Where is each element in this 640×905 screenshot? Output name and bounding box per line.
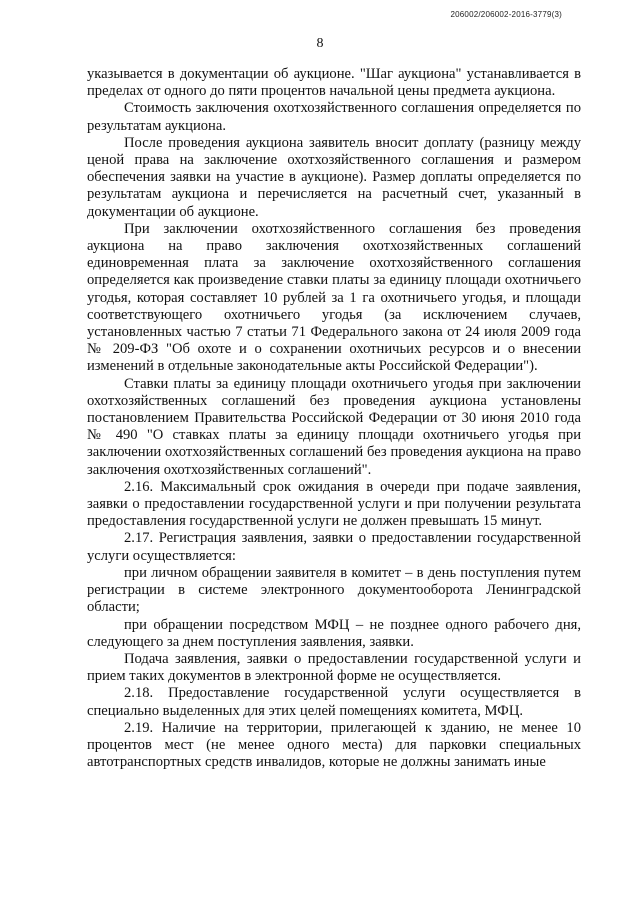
- paragraph: при личном обращении заявителя в комитет – в день поступления путем регистрации в системе электронного документооборота Ленинградской области;: [87, 564, 581, 616]
- paragraph: Ставки платы за единицу площади охотничьего угодья при заключении охотхозяйственных соглашений без проведения аукциона установлены постановлением Правительства Российской Федерации от 30 июня 2010 года № 490 "О ставках платы за единицу площади охотничьего угодья при заключении охотхозяйственных соглашений без проведения аукциона на право заключения охотхозяйственных соглашений".: [87, 375, 581, 478]
- paragraph: 2.16. Максимальный срок ожидания в очереди при подаче заявления, заявки о предоставлении государственной услуги и при получении результата предоставления государственной услуги не должен превышать 15 минут.: [87, 478, 581, 530]
- paragraph: При заключении охотхозяйственного соглашения без проведения аукциона на право заключения охотхозяйственных соглашений единовременная плата за заключение охотхозяйственного соглашения определяется как произведение ставки платы за единицу площади охотничьего угодья, которая составляет 10 рублей за 1 га охотничьего угодья, и площади соответствующего охотничьего угодья (за исключением случаев, установленных частью 7 статьи 71 Федерального закона от 24 июля 2009 года № 209-ФЗ "Об охоте и о сохранении охотничьих ресурсов и о внесении изменений в отдельные законодательные акты Российской Федерации").: [87, 220, 581, 375]
- document-body: [87, 66, 581, 771]
- paragraph: 2.18. Предоставление государственной услуги осуществляется в специально выделенных для этих целей помещениях комитета, МФЦ.: [87, 685, 581, 719]
- paragraph: После проведения аукциона заявитель вносит доплату (разницу между ценой права на заключение охотхозяйственного соглашения и размером обеспечения заявки на участие в аукционе). Размер доплаты определяется по результатам аукциона и перечисляется на расчетный счет, указанный в документации об аукционе.: [87, 134, 581, 220]
- paragraph: 2.17. Регистрация заявления, заявки о предоставлении государственной услуги осуществляется:: [87, 530, 581, 564]
- paragraph: 2.19. Наличие на территории, прилегающей к зданию, не менее 10 процентов мест (не менее одного места) для парковки специальных автотранспортных средств инвалидов, которые не должны занимать иные: [87, 719, 581, 771]
- document-id: 206002/206002-2016-3779(3): [450, 10, 562, 19]
- paragraph: при обращении посредством МФЦ – не позднее одного рабочего дня, следующего за днем поступления заявления, заявки.: [87, 616, 581, 650]
- page-number: 8: [316, 36, 324, 51]
- paragraph: Подача заявления, заявки о предоставлении государственной услуги и прием таких документов в электронной форме не осуществляется.: [87, 650, 581, 685]
- paragraph: Стоимость заключения охотхозяйственного соглашения определяется по результатам аукциона.: [87, 100, 581, 134]
- paragraph: указывается в документации об аукционе. "Шаг аукциона" устанавливается в пределах от одного до пяти процентов начальной цены предмета аукциона.: [87, 66, 581, 100]
